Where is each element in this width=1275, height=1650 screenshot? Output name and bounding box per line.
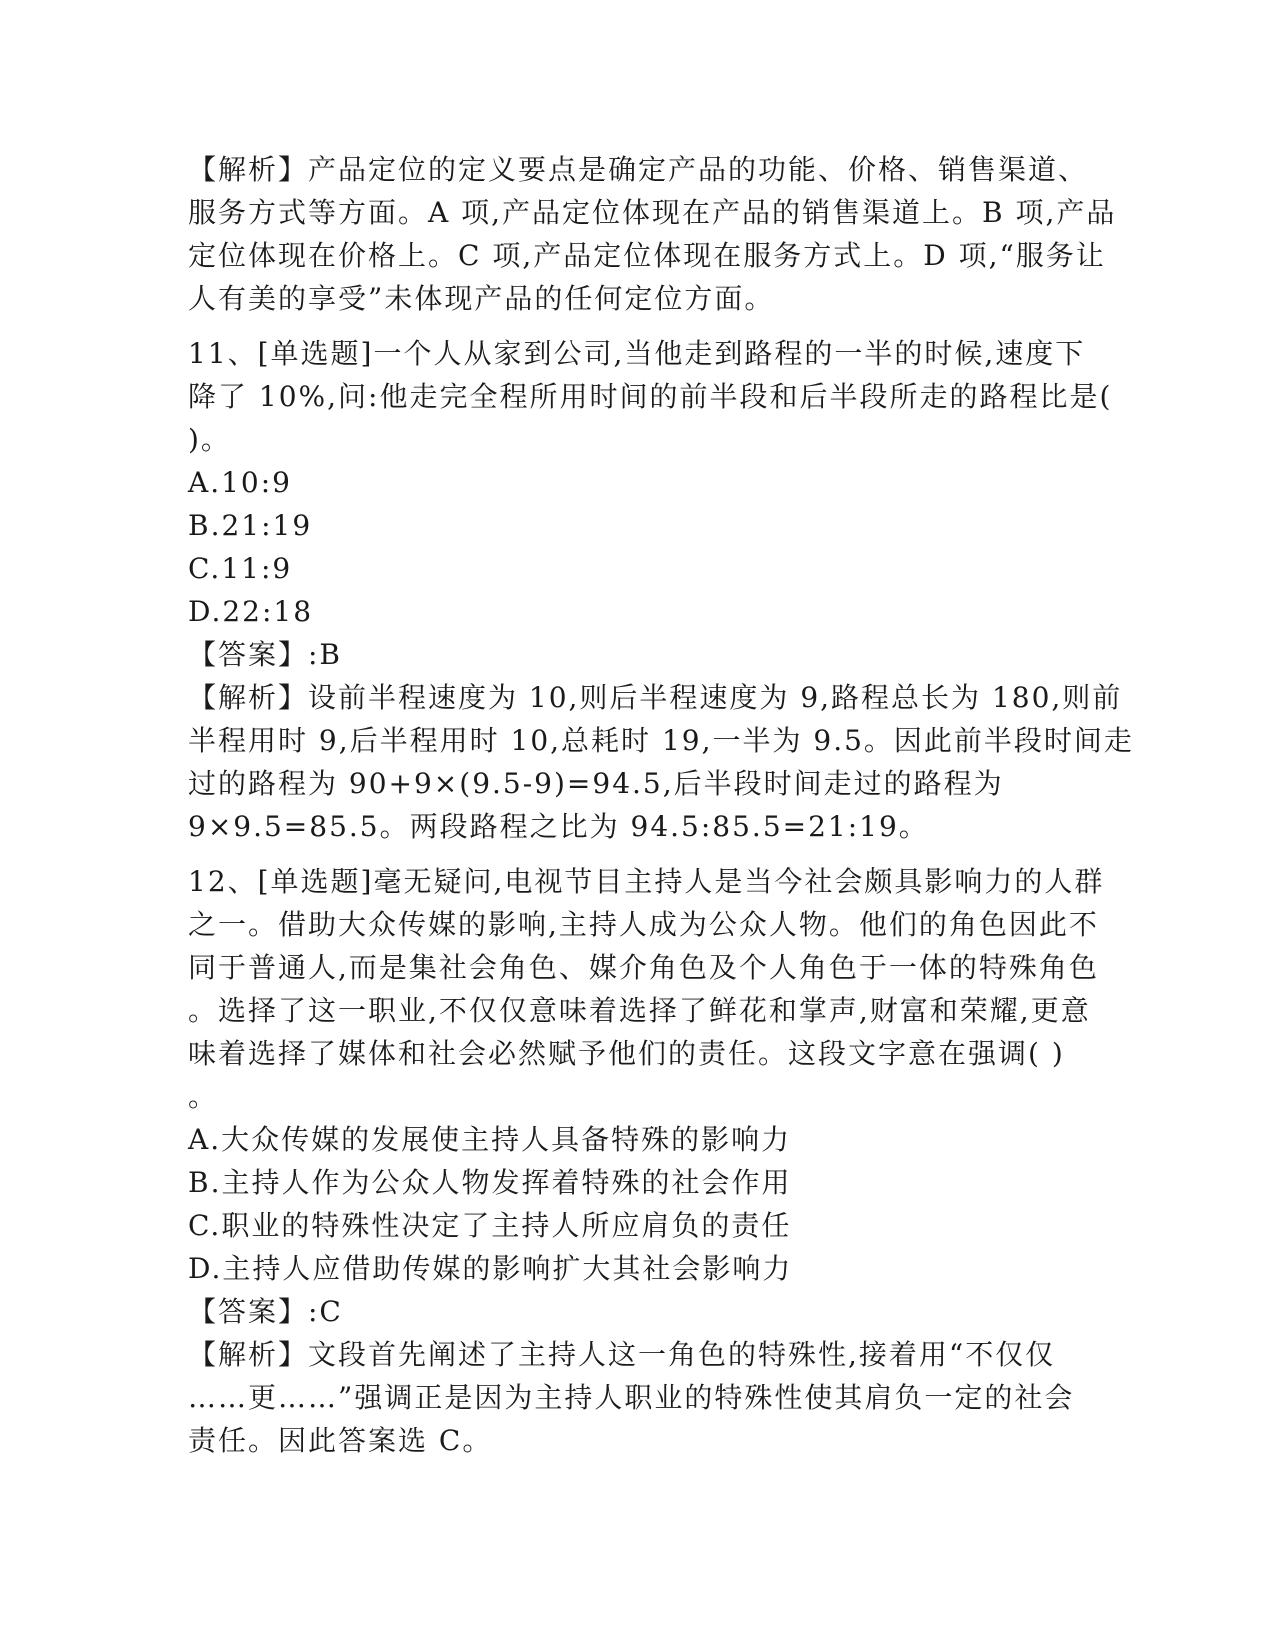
option-c: C.职业的特殊性决定了主持人所应肩负的责任 — [188, 1209, 792, 1242]
question-stem-line: )。 — [188, 423, 231, 456]
prev-explanation-line: 服务方式等方面。A 项,产品定位体现在产品的销售渠道上。B 项,产品 — [188, 196, 1117, 229]
option-b: B.21:19 — [188, 509, 313, 542]
prev-explanation-line: 定位体现在价格上。C 项,产品定位体现在服务方式上。D 项,“服务让 — [188, 239, 1106, 272]
explanation-line: 9×9.5=85.5。两段路程之比为 94.5:85.5=21:19。 — [188, 810, 929, 843]
option-c: C.11:9 — [188, 552, 293, 585]
question-11-options — [188, 461, 1088, 633]
prev-explanation — [188, 148, 1117, 320]
prev-explanation-line: 【解析】产品定位的定义要点是确定产品的功能、价格、销售渠道、 — [188, 153, 1089, 186]
option-d: D.主持人应借助传媒的影响扩大其社会影响力 — [188, 1252, 793, 1285]
question-stem-line: 12、[单选题]毫无疑问,电视节目主持人是当今社会颇具影响力的人群 — [188, 865, 1105, 898]
explanation-line: 【解析】设前半程速度为 10,则后半程速度为 9,路程总长为 180,则前 — [188, 681, 1123, 714]
question-12-answer: 【答案】:C — [188, 1295, 343, 1328]
explanation-line: 责任。因此答案选 C。 — [188, 1424, 493, 1457]
question-11-stem — [188, 332, 1113, 461]
spacer — [188, 320, 1088, 332]
question-12-explanation — [188, 1333, 1088, 1462]
question-stem-line: 。 — [188, 1080, 219, 1113]
option-a: A.大众传媒的发展使主持人具备特殊的影响力 — [188, 1123, 792, 1156]
explanation-line: 过的路程为 90+9×(9.5-9)=94.5,后半段时间走过的路程为 — [188, 767, 1004, 800]
question-stem-line: 味着选择了媒体和社会必然赋予他们的责任。这段文字意在强调( ) — [188, 1037, 1065, 1070]
explanation-line: 半程用时 9,后半程用时 10,总耗时 19,一半为 9.5。因此前半段时间走 — [188, 724, 1134, 757]
option-d: D.22:18 — [188, 595, 314, 628]
question-stem-line: 之一。借助大众传媒的影响,主持人成为公众人物。他们的角色因此不 — [188, 908, 1099, 941]
question-11 — [188, 332, 1134, 848]
question-12-stem — [188, 860, 1105, 1118]
question-stem-line: 。选择了这一职业,不仅仅意味着选择了鲜花和掌声,财富和荣耀,更意 — [188, 994, 1091, 1027]
question-stem-line: 11、[单选题]一个人从家到公司,当他走到路程的一半的时候,速度下 — [188, 337, 1086, 370]
option-b: B.主持人作为公众人物发挥着特殊的社会作用 — [188, 1166, 792, 1199]
question-11-answer: 【答案】:B — [188, 638, 343, 671]
document-content — [188, 148, 1134, 1462]
question-11-explanation — [188, 676, 1134, 848]
question-stem-line: 降了 10%,问:他走完全程所用时间的前半段和后半段所走的路程比是( — [188, 380, 1113, 413]
spacer — [188, 848, 1088, 860]
option-a: A.10:9 — [188, 466, 292, 499]
question-12 — [188, 860, 1105, 1462]
explanation-line: 【解析】文段首先阐述了主持人这一角色的特殊性,接着用“不仅仅 — [188, 1338, 1056, 1371]
explanation-line: ……更……”强调正是因为主持人职业的特殊性使其肩负一定的社会 — [188, 1381, 1075, 1414]
question-stem-line: 同于普通人,而是集社会角色、媒介角色及个人角色于一体的特殊角色 — [188, 951, 1099, 984]
question-12-options — [188, 1118, 1088, 1290]
prev-explanation-line: 人有美的享受”未体现产品的任何定位方面。 — [188, 282, 775, 315]
